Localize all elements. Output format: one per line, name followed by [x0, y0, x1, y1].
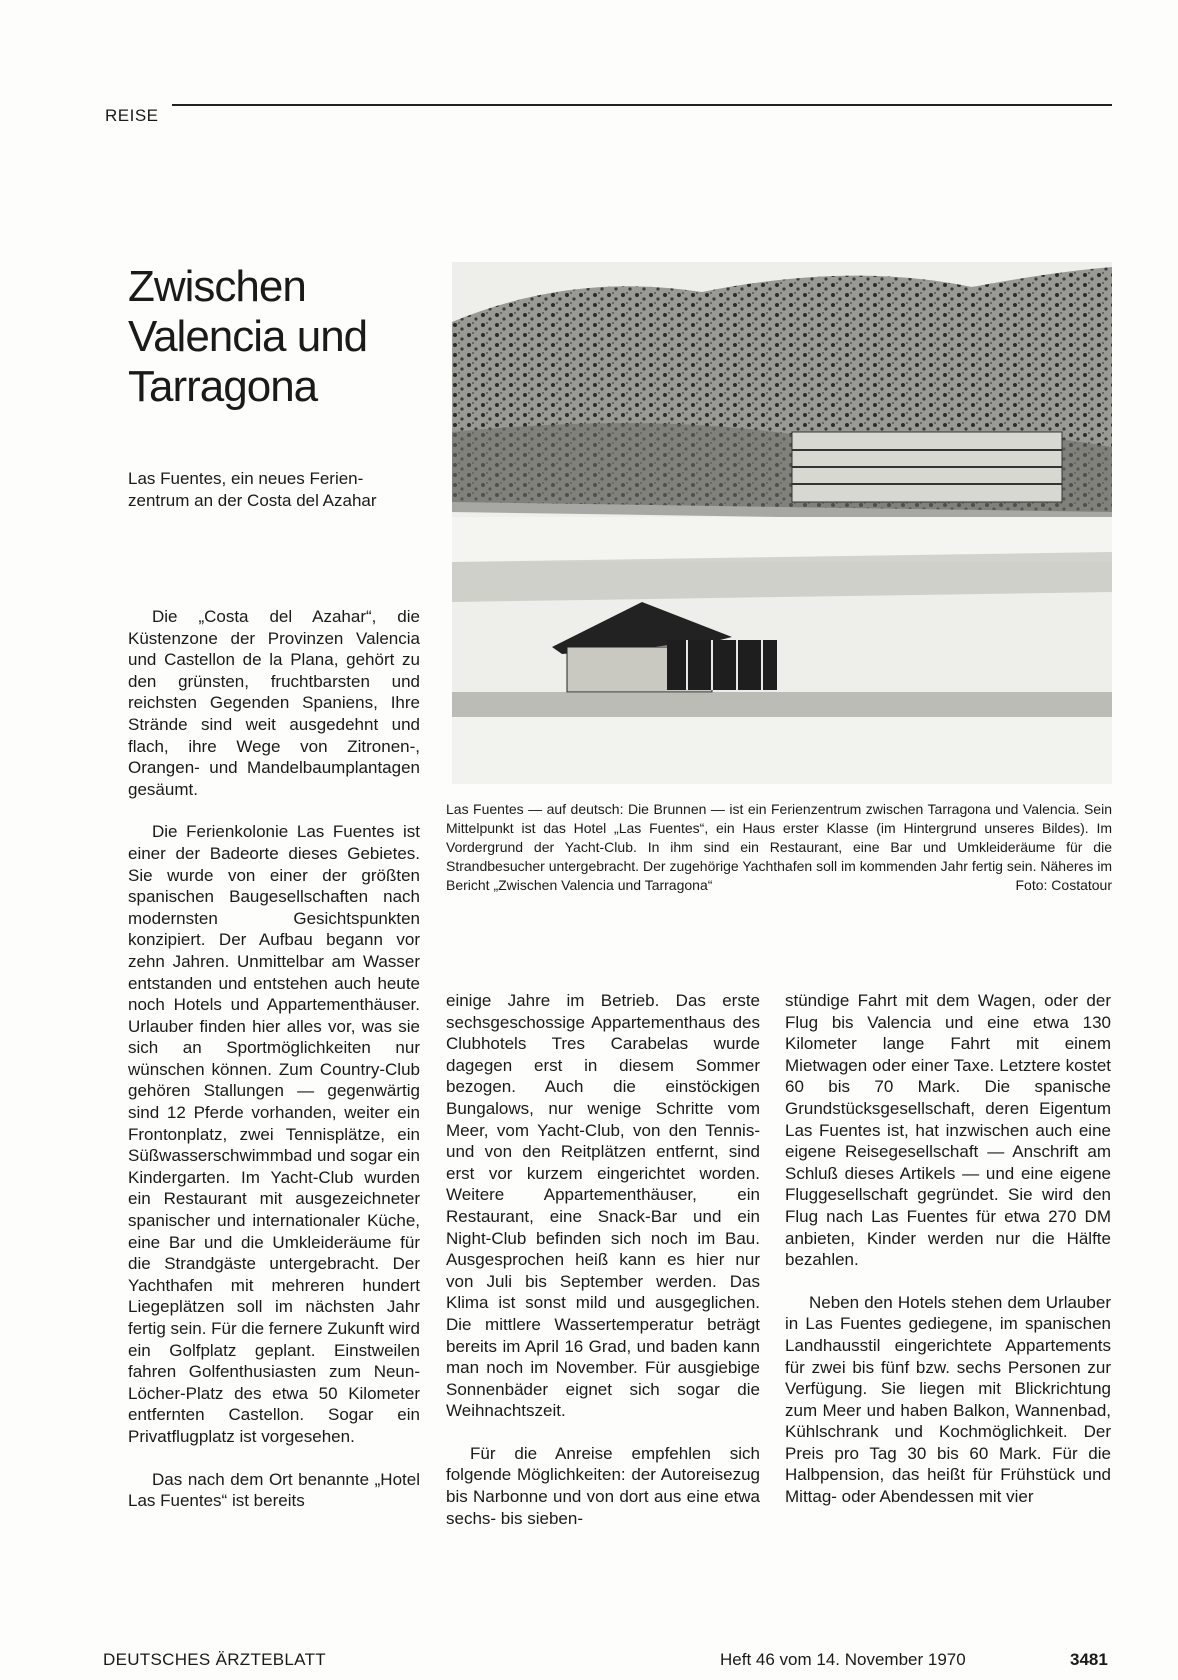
- paragraph-text: einige Jahre im Betrieb. Das erste sechsgeschossige Appartementhaus des Clubhotels Tres Carabelas wurde dagegen erst in diesem Sommer bezogen. Auch die einstöckigen Bungalows, nur wenige Schritte vom Meer, vom Yacht-Club, von den Tennis- und von den Reitplätzen entfernt, sind erst vor kurzem eingerichtet worden. Weitere Appartementhäuser, ein Restaurant, eine Snack-Bar und ein Night-Club befinden sich noch im Bau. Ausgesprochen heiß kann es hier nur von Juli bis September werden. Das Klima ist sonst mild und ausgeglichen. Die mittlere Wassertemperatur beträgt bereits im April 16 Grad, und baden kann man noch im November. Für ausgiebige Sonnenbäder eignet sich sogar die Weihnachtszeit.: [446, 991, 760, 1421]
- page-number: 3481: [1070, 1650, 1108, 1669]
- title-line: Valencia und: [128, 312, 368, 361]
- footer-journal: DEUTSCHES ÄRZTEBLATT: [103, 1650, 326, 1669]
- paragraph: [128, 606, 420, 800]
- paragraph: [446, 1443, 760, 1529]
- title-line: Tarragona: [128, 362, 318, 411]
- article-photo: [452, 262, 1112, 784]
- paragraph: [128, 1469, 420, 1512]
- footer-issue: Heft 46 vom 14. November 1970: [720, 1650, 966, 1669]
- paragraph-text: Die „Costa del Azahar“, die Küstenzone der Provinzen Valencia und Castellon de la Plana, gehört zu den grünsten, fruchtbarsten und reichsten Gegenden Spaniens, Ihre Strände sind weit ausgedehnt und flach, ihre Wege von Zitronen-, Orangen- und Mandelbaumplantagen gesäumt.: [128, 607, 420, 799]
- photo-illustration: [452, 262, 1112, 784]
- paragraph-text: Für die Anreise empfehlen sich folgende Möglichkeiten: der Autoreisezug bis Narbonne und von dort aus eine etwa sechs- bis sieben-: [446, 1443, 760, 1528]
- paragraph: [128, 821, 420, 1447]
- caption-text: Las Fuentes — auf deutsch: Die Brunnen — ist ein Ferienzentrum zwischen Tarragona und Valencia. Sein Mittelpunkt ist das Hotel „Las Fuentes“, ein Haus erster Klasse (im Hintergrund unseres Bildes). Im Vordergrund der Yacht-Club. In ihm sind ein Restaurant, eine Bar und Umkleideräume für die Strandbesucher untergebracht. Der zugehörige Yachthafen soll im kommenden Jahr fertig sein. Näheres im Bericht „Zwischen Valencia und Tarragona“: [446, 801, 1112, 893]
- paragraph-text: Das nach dem Ort benannte „Hotel Las Fuentes“ ist bereits: [128, 1469, 420, 1511]
- article-column-2: [446, 990, 760, 1550]
- paragraph: [446, 990, 760, 1422]
- paragraph-text: Neben den Hotels stehen dem Urlauber in Las Fuentes gediegene, im spanischen Landhausstil eingerichtete Appartements für zwei bis fünf bzw. sechs Personen zur Verfügung. Sie liegen mit Blickrichtung zum Meer und haben Balkon, Wannenbad, Kühlschrank und Kochmöglichkeit. Der Preis pro Tag 30 bis 60 Mark. Für die Halbpension, das heißt für Frühstück und Mittag- oder Abendessen mit vier: [785, 1292, 1111, 1507]
- paragraph: [785, 990, 1111, 1271]
- subtitle-line: zentrum an der Costa del Azahar: [128, 491, 377, 510]
- header-rule: [172, 104, 1112, 106]
- article-title: [128, 262, 448, 412]
- paragraph-text: stündige Fahrt mit dem Wagen, oder der Flug bis Valencia und eine etwa 130 Kilometer lange Fahrt mit einem Mietwagen oder einer Taxe. Letztere kostet 60 bis 70 Mark. Die spanische Grundstücksgesellschaft, deren Eigentum Las Fuentes ist, hat inzwischen auch eine eigene Reisegesellschaft — Anschrift am Schluß dieses Artikels — und eine eigene Fluggesellschaft gegründet. Sie wird den Flug nach Las Fuentes für etwa 270 DM anbieten, Kinder werden nur die Hälfte bezahlen.: [785, 991, 1111, 1270]
- paragraph-text: Die Ferienkolonie Las Fuentes ist einer der Badeorte dieses Gebietes. Sie wurde von einer der größten spanischen Baugesellschaften nach modernsten Gesichtspunkten konzipiert. Der Aufbau begann vor zehn Jahren. Unmittelbar am Wasser entstanden und entstehen auch heute noch Hotels und Appartementhäuser. Urlauber finden hier alles vor, was sie sich an Sportmöglichkeiten nur wünschen können. Zum Country-Club gehören Stallungen — gegenwärtig sind 12 Pferde vorhanden, weiter ein Frontonplatz, zwei Tennisplätze, ein Süßwasserschwimmbad und sogar ein Kindergarten. Im Yacht-Club wurden ein Restaurant mit ausgezeichneter spanischer und internationaler Küche, eine Bar und die Umkleideräume für die Strandgäste untergebracht. Der Yachthafen mit mehreren hundert Liegeplätzen soll im nächsten Jahr fertig sein. Für die fernere Zukunft wird ein Golfplatz geplant. Einstweilen fahren Golfenthusiasten zum Neun-Löcher-Platz des etwa 50 Kilometer entfernten Castellon. Sogar ein Privatflugplatz ist vorgesehen.: [128, 822, 420, 1446]
- article-column-3: [785, 990, 1111, 1529]
- article-column-1: [128, 606, 420, 1533]
- title-line: Zwischen: [128, 262, 306, 311]
- section-label: REISE: [105, 106, 159, 125]
- article-subtitle: [128, 468, 428, 512]
- photo-credit: Foto: Costatour: [1015, 877, 1112, 893]
- subtitle-line: Las Fuentes, ein neues Ferien-: [128, 469, 364, 488]
- paragraph: [785, 1292, 1111, 1508]
- photo-caption: [446, 800, 1112, 895]
